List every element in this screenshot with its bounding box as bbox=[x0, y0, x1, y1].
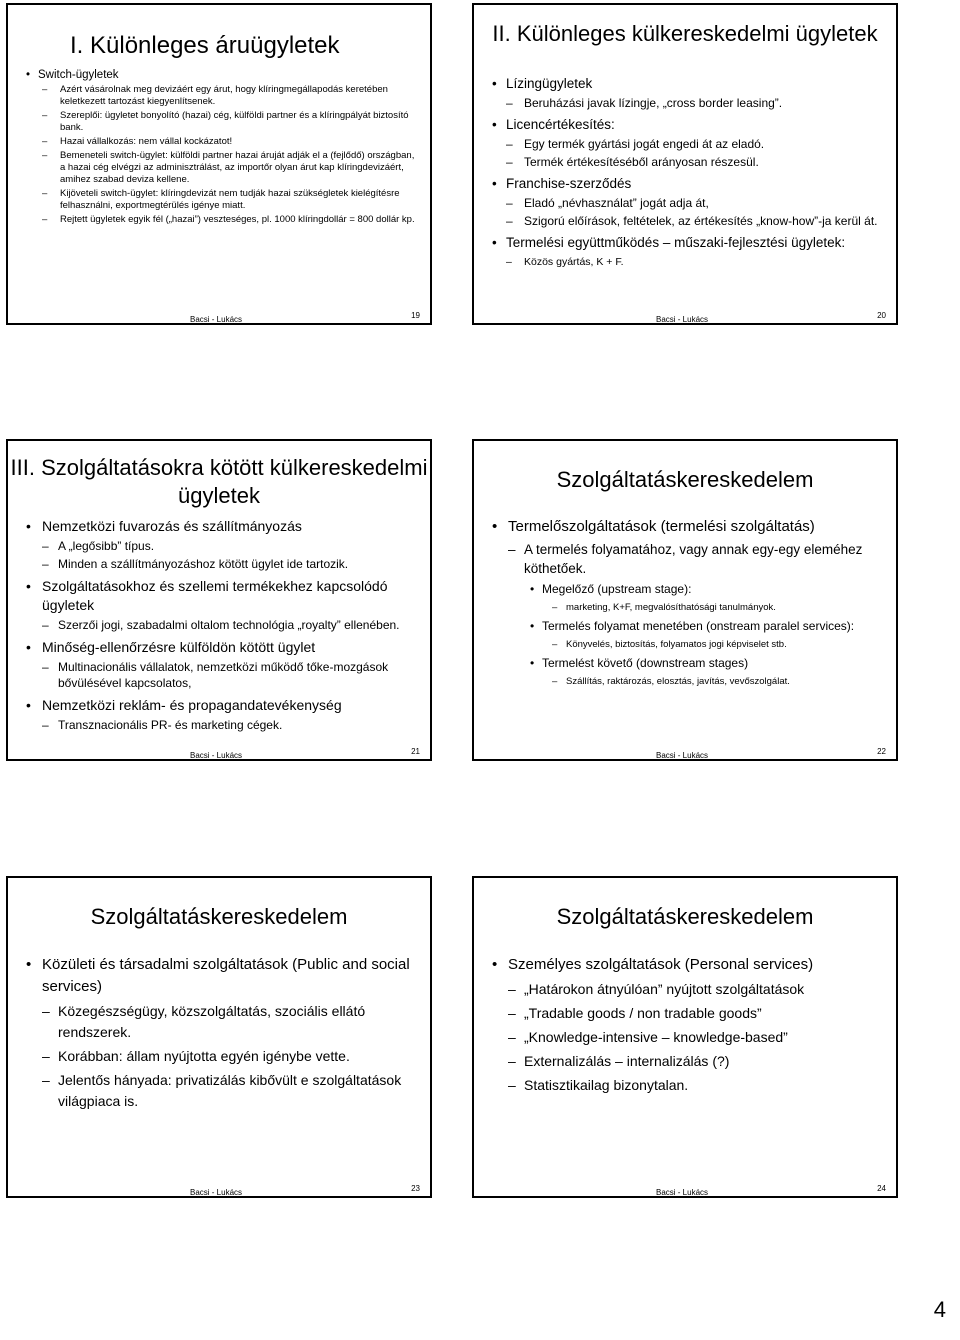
sub-bullet-item: – „Tradable goods / non tradable goods” bbox=[490, 1002, 884, 1024]
sub-bullet-item: • Termelést követő (downstream stages) bbox=[490, 654, 884, 673]
slide-22 bbox=[472, 439, 898, 761]
sub-bullet-item: – Rejtett ügyletek egyik fél („hazai”) veszteséges, pl. 1000 klíringdollár = 800 dollár kp. bbox=[24, 214, 418, 226]
slide-24 bbox=[472, 876, 898, 1198]
slide-20 bbox=[472, 3, 898, 325]
bullet-item: • Személyes szolgáltatások (Personal services) bbox=[490, 954, 884, 976]
slide-23 bbox=[6, 876, 432, 1198]
bullet-item: • Közületi és társadalmi szolgáltatások (Public and social services) bbox=[24, 954, 418, 998]
slide-title: I. Különleges áruügyletek bbox=[70, 32, 340, 59]
slide-body bbox=[490, 70, 884, 270]
sub-bullet-item: – Bemeneteli switch-ügylet: külföldi partner hazai áruját adják el a (fejlődő) országban, a hazai cég elvégzi az adminisztrálást, az importőr olyan árut kap klíringdevizáért, amihez szabad deviza kellene. bbox=[24, 150, 418, 186]
sub-bullet-item: – Azért vásárolnak meg devizáért egy árut, hogy klíringmegállapodás keretében keletkezett tartozást kiegyenlítsenek. bbox=[24, 84, 418, 108]
sub-bullet-item: • Megelőző (upstream stage): bbox=[490, 580, 884, 599]
slide-number: 19 bbox=[411, 311, 420, 320]
slide-body bbox=[490, 514, 884, 689]
slide-title: Szolgáltatáskereskedelem bbox=[90, 904, 348, 929]
sub-bullet-item: – „Határokon átnyúlóan” nyújtott szolgáltatások bbox=[490, 978, 884, 1000]
slide-author: Bacsi - Lukács bbox=[656, 315, 709, 324]
slide-21 bbox=[6, 439, 432, 761]
slide-body bbox=[24, 512, 418, 733]
sub-bullet-item: • Termelés folyamat menetében (onstream paralel services): bbox=[490, 617, 884, 636]
slide-title: Szolgáltatáskereskedelem bbox=[556, 467, 814, 492]
slide-body bbox=[24, 950, 418, 1112]
page-number: 4 bbox=[933, 1297, 946, 1322]
sub-bullet-item: – Közegészségügy, közszolgáltatás, szociális ellátó rendszerek. bbox=[24, 1001, 418, 1043]
slide-title: Szolgáltatáskereskedelem bbox=[556, 904, 814, 929]
slide-footer bbox=[474, 747, 896, 761]
slide-author: Bacsi - Lukács bbox=[190, 1188, 243, 1197]
sub-bullet-item: – Közös gyártás, K + F. bbox=[490, 255, 884, 270]
sub-bullet-item: – Termék értékesítéséből arányosan részesül. bbox=[490, 155, 884, 170]
sub-bullet-item: – Externalizálás – internalizálás (?) bbox=[490, 1050, 884, 1072]
bullet-item: • Nemzetközi reklám- és propagandatevékenység bbox=[24, 696, 418, 715]
sub-bullet-item: – Egy termék gyártási jogát engedi át az eladó. bbox=[490, 137, 884, 152]
bullet-item: • Minőség-ellenőrzésre külföldön kötött ügylet bbox=[24, 638, 418, 657]
slide-footer bbox=[8, 1184, 430, 1198]
sub-bullet-item: – Hazai vállalkozás: nem vállal kockázatot! bbox=[24, 136, 418, 148]
bullet-item: • Licencértékesítés: bbox=[490, 116, 884, 134]
sub-bullet-item: – A termelés folyamatához, vagy annak egy-egy eleméhez köthetőek. bbox=[490, 540, 884, 578]
slide-number: 20 bbox=[877, 311, 886, 320]
bullet-item: • Lízingügyletek bbox=[490, 75, 884, 93]
sub-bullet-item: – Eladó „névhasználat” jogát adja át, bbox=[490, 196, 884, 211]
sub-bullet-item: – Minden a szállítmányozáshoz kötött ügylet ide tartozik. bbox=[24, 556, 418, 572]
sub-bullet-item: – Statisztikailag bizonytalan. bbox=[490, 1074, 884, 1096]
sub-bullet-item: – Jelentős hányada: privatizálás kibővült e szolgáltatások világpiaca is. bbox=[24, 1070, 418, 1112]
slide-author: Bacsi - Lukács bbox=[656, 751, 709, 760]
slide-body bbox=[490, 950, 884, 1096]
sub-bullet-item: – A „legősibb” típus. bbox=[24, 538, 418, 554]
sub-bullet-item: – „Knowledge-intensive – knowledge-based” bbox=[490, 1026, 884, 1048]
slide-body bbox=[24, 68, 418, 228]
sub-bullet-item: – Kijöveteli switch-ügylet: klíringdevizát nem tudják hazai szükségletek kielégítésre felhasználni, exportmegtérülés igénye miatt. bbox=[24, 188, 418, 212]
bullet-item: • Nemzetközi fuvarozás és szállítmányozás bbox=[24, 517, 418, 536]
sub-bullet-item: – Korábban: állam nyújtotta egyén igénybe vette. bbox=[24, 1046, 418, 1067]
bullet-item: • Szolgáltatásokhoz és szellemi termékekhez kapcsolódó ügyletek bbox=[24, 577, 418, 615]
slide-footer bbox=[8, 311, 430, 325]
sub-bullet-item: – Transznacionális PR- és marketing cégek. bbox=[24, 717, 418, 733]
sub-bullet-item: – Szereplői: ügyletet bonyolító (hazai) cég, külföldi partner és a klíringpályát biztosító bank. bbox=[24, 110, 418, 134]
sub-bullet-item: – Szállítás, raktározás, elosztás, javítás, vevőszolgálat. bbox=[490, 675, 884, 689]
slide-number: 24 bbox=[877, 1184, 886, 1193]
bullet-item: • Franchise-szerződés bbox=[490, 175, 884, 193]
bullet-item: • Switch-ügyletek bbox=[24, 68, 418, 83]
slide-author: Bacsi - Lukács bbox=[190, 315, 243, 324]
slide-19 bbox=[6, 3, 432, 325]
sub-bullet-item: – marketing, K+F, megvalósíthatósági tanulmányok. bbox=[490, 601, 884, 615]
sub-bullet-item: – Szerzői jogi, szabadalmi oltalom technológia „royalty” ellenében. bbox=[24, 617, 418, 633]
sub-bullet-item: – Szigorú előírások, feltételek, az értékesítés „know-how”-ja kerül át. bbox=[490, 214, 884, 229]
sub-bullet-item: – Könyvelés, biztosítás, folyamatos jogi képviselet stb. bbox=[490, 638, 884, 652]
slide-author: Bacsi - Lukács bbox=[190, 751, 243, 760]
bullet-item: • Termelési együttműködés – műszaki-fejlesztési ügyletek: bbox=[490, 234, 884, 252]
slide-number: 23 bbox=[411, 1184, 420, 1193]
slide-footer bbox=[8, 747, 430, 761]
sub-bullet-item: – Multinacionális vállalatok, nemzetközi működő tőke-mozgások bővülésével kapcsolatos, bbox=[24, 659, 418, 691]
slide-number: 22 bbox=[877, 747, 886, 756]
slide-title: II. Különleges külkereskedelmi ügyletek bbox=[492, 21, 878, 46]
slide-footer bbox=[474, 311, 896, 325]
bullet-item: • Termelőszolgáltatások (termelési szolgáltatás) bbox=[490, 516, 884, 538]
slide-number: 21 bbox=[411, 747, 420, 756]
sub-bullet-item: – Beruházási javak lízingje, „cross border leasing”. bbox=[490, 96, 884, 111]
slide-author: Bacsi - Lukács bbox=[656, 1188, 709, 1197]
slide-title: III. Szolgáltatásokra kötött külkereskedelmi ügyletek bbox=[10, 455, 428, 508]
slide-footer bbox=[474, 1184, 896, 1198]
